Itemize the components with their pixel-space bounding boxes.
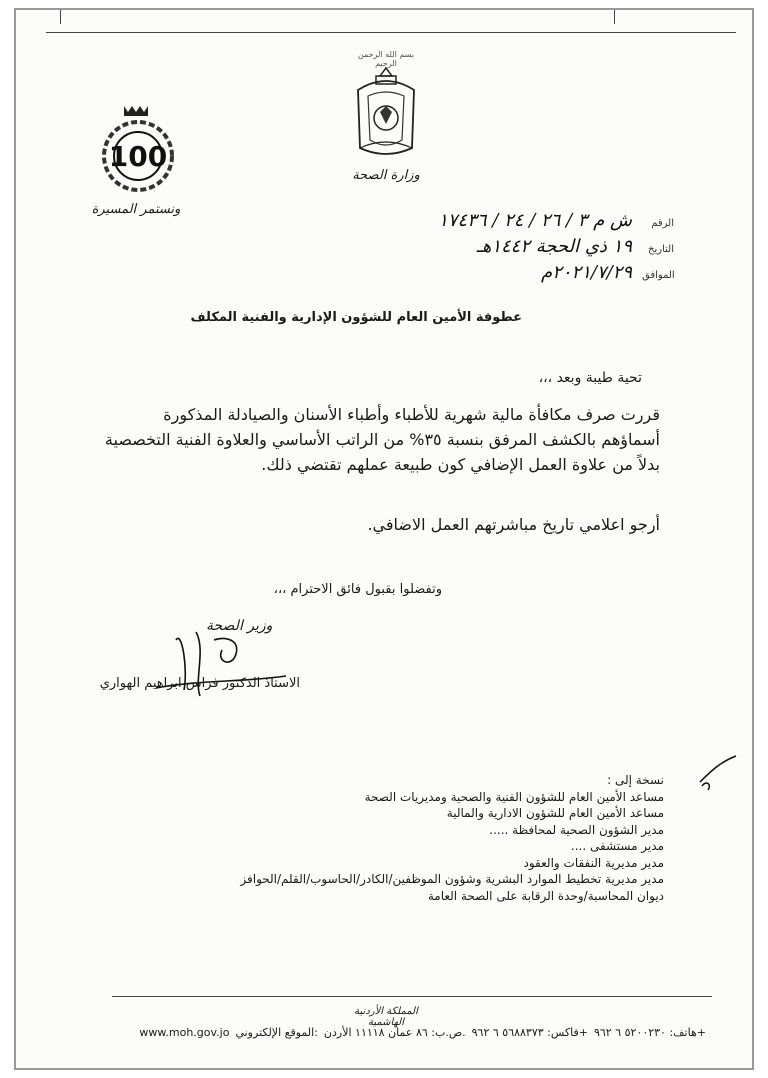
scan-top-rule	[46, 32, 736, 33]
ministry-name: وزارة الصحة	[352, 168, 420, 183]
letter-addressee: عطوفة الأمين العام للشؤون الإدارية والفنية المكلف	[190, 310, 522, 325]
reference-date-label: التاريخ	[648, 244, 674, 255]
centennial-logo-icon	[86, 100, 191, 200]
reference-number-label: الرقم	[651, 218, 674, 229]
centennial-number: 100	[108, 140, 168, 173]
jordan-coat-of-arms-icon	[346, 62, 426, 162]
copies-item: مدير الشؤون الصحية لمحافظة .....	[489, 822, 664, 837]
footer-kingdom: المملكة الأردنية الهاشمية	[354, 1006, 418, 1028]
copies-item: مدير مديرية تخطيط الموارد البشرية وشؤون الموظفين/الكادر/الحاسوب/القلم/الحوافز	[240, 872, 664, 886]
footer-contact	[96, 1026, 706, 1039]
letter-greeting: تحية طيبة وبعد ،،،	[538, 370, 642, 386]
reference-corresponding-label: الموافق	[642, 270, 675, 281]
copies-heading: نسخة إلى :	[607, 773, 664, 787]
centennial-caption: ونستمر المسيرة	[91, 202, 181, 217]
document-page	[14, 8, 754, 1070]
footer-pobox: ص.ب: ٨٦ عمان ١١١١٨ الأردن.	[323, 1026, 466, 1039]
reference-date-row	[477, 236, 674, 257]
footer-divider	[112, 996, 712, 997]
letter-paragraph-1: قررت صرف مكافأة مالية شهرية للأطباء وأطباء الأسنان والصيادلة المذكورة أسماؤهم بالكشف المرفق بنسبة ٣٥% من الراتب الأساسي والعلاوة الفنية التخصصية بدلاً من علاوة العمل الإضافي كون طبيعة عملهم تقتضي ذلك.	[104, 405, 660, 474]
reference-corresponding-row	[541, 262, 674, 283]
reference-number-value: ش م ٣ / ٢٦ / ٢٤ / ١٧٤٣٦	[438, 210, 632, 231]
footer-website-label: الموقع الإلكتروني:	[235, 1026, 318, 1039]
letter-closing: وتفضلوا بقبول فائق الاحترام ،،،	[273, 582, 442, 597]
scan-left-mark	[60, 10, 61, 24]
reference-number-row	[438, 210, 674, 231]
footer-fax: فاكس: ٥٦٨٨٣٧٣ ٦ ٩٦٢+	[471, 1026, 588, 1039]
copies-item: مدير مستشفى ....	[570, 839, 664, 853]
basmala: بسم الله الرحمن الرحيم	[357, 50, 415, 68]
footer-phone: هاتف: ٥٢٠٠٢٣٠ ٦ ٩٦٢+	[593, 1026, 706, 1039]
copies-item: مساعد الأمين العام للشؤون الفنية والصحية ومديريات الصحة	[364, 789, 664, 804]
reference-date-value: ١٩ ذي الحجة ١٤٤٢هـ	[476, 236, 632, 257]
letter-paragraph-2: أرجو اعلامي تاريخ مباشرتهم العمل الاضافي.	[367, 515, 660, 534]
footer-website-link[interactable]: www.moh.gov.jo	[139, 1026, 230, 1039]
copies-item: مساعد الأمين العام للشؤون الادارية والمالية	[446, 806, 664, 820]
reference-corresponding-value: ٢٠٢١/٧/٢٩م	[541, 262, 632, 283]
copies-item: ديوان المحاسبة/وحدة الرقابة على الصحة العامة	[427, 888, 664, 903]
handwritten-signature-icon	[136, 610, 296, 710]
copies-list	[240, 772, 664, 904]
signature-title: وزير الصحة	[206, 618, 273, 634]
copies-check-mark-icon	[696, 752, 740, 792]
copies-item: مدير مديرية النفقات والعقود	[523, 855, 664, 870]
scan-right-mark	[614, 10, 615, 24]
signatory-name: الاستاذ الدكتور فراس ابراهيم الهواري	[99, 676, 300, 691]
